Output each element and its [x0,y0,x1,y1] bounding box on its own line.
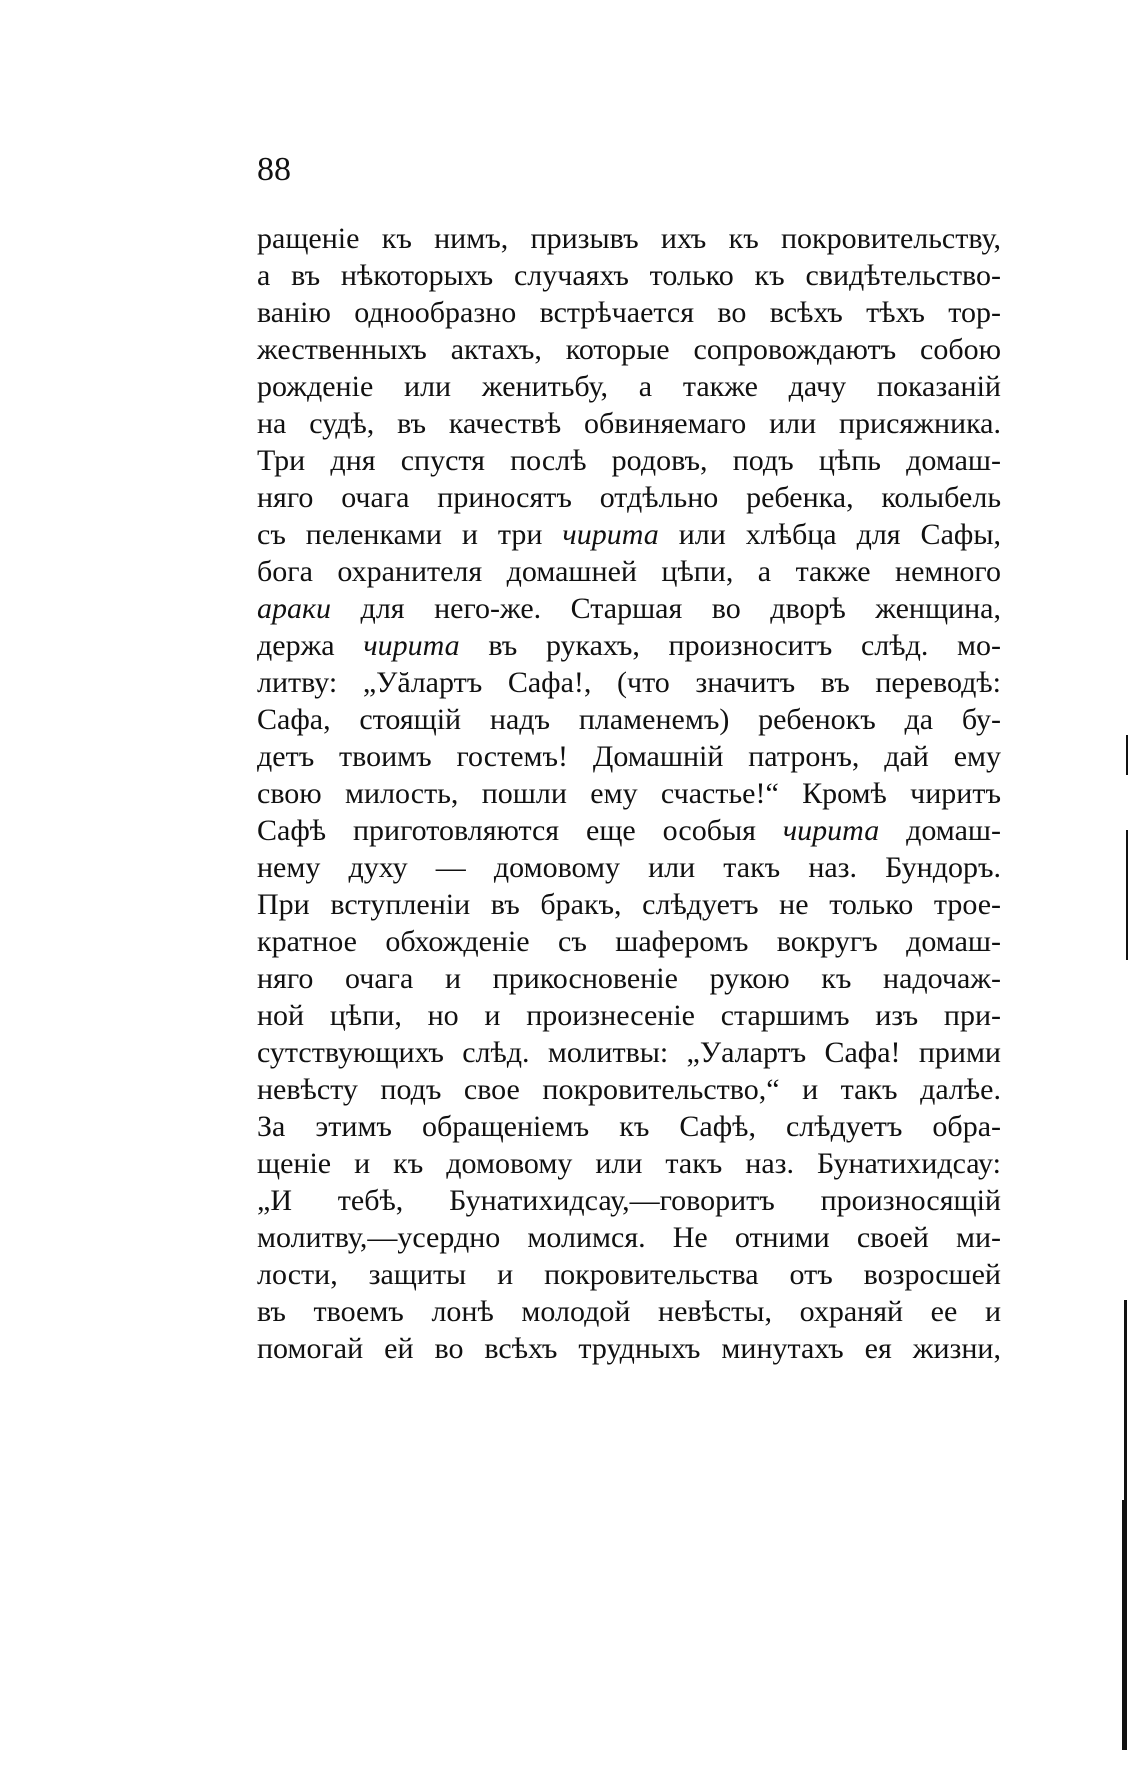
text-line: Три дня спустя послѣ родовъ, подъ цѣпь домаш- [257,444,1001,477]
text-line: За этимъ обращеніемъ къ Сафѣ, слѣдуетъ обра- [257,1110,1001,1143]
text-line: рожденіе или женитьбу, а также дачу показаній [257,370,1001,403]
text-line: свою милость, пошли ему счастье!“ Кромѣ чиритъ [257,777,1001,810]
text-line: съ пеленками и три чирита или хлѣбца для Сафы, [257,518,1001,551]
page-number: 88 [257,151,291,188]
italic-word: чирита [363,629,460,662]
text-line: на судѣ, въ качествѣ обвиняемаго или присяжника. [257,407,1001,440]
text-line: няго очага приносятъ отдѣльно ребенка, колыбель [257,481,1001,514]
scan-edge-mark [1126,735,1128,775]
italic-word: чирита [562,518,659,551]
body-text [257,220,1001,1367]
scan-edge-mark [1126,830,1128,960]
text-line: нему духу — домовому или такъ наз. Бундоръ. [257,851,1001,884]
text-line: кратное обхожденіе съ шаферомъ вокругъ домаш- [257,925,1001,958]
text-line: щеніе и къ домовому или такъ наз. Бунатихидсау: [257,1147,1001,1180]
text-line: въ твоемъ лонѣ молодой невѣсты, охраняй ее и [257,1295,1001,1328]
text-line: ванію однообразно встрѣчается во всѣхъ тѣхъ тор- [257,296,1001,329]
text-line: При вступленіи въ бракъ, слѣдуетъ не только трое- [257,888,1001,921]
text-line: помогай ей во всѣхъ трудныхъ минутахъ ея жизни, [257,1332,1001,1365]
text-line: жественныхъ актахъ, которые сопровождаютъ собою [257,333,1001,366]
text-line: няго очага и прикосновеніе рукою къ надочаж- [257,962,1001,995]
scan-edge-mark [1122,1500,1127,1750]
text-line: ной цѣпи, но и произнесеніе старшимъ изъ при- [257,999,1001,1032]
text-line: „И тебѣ, Бунатихидсау,—говоритъ произносящій [257,1184,1001,1217]
text-line: молитву,—усердно молимся. Не отними своей ми- [257,1221,1001,1254]
text-line: детъ твоимъ гостемъ! Домашній патронъ, дай ему [257,740,1001,773]
text-line: Сафа, стоящій надъ пламенемъ) ребенокъ да бу- [257,703,1001,736]
italic-word: чирита [782,814,880,847]
text-line: литву: „Уăлартъ Сафа!, (что значитъ въ переводѣ: [257,666,1001,699]
text-line: бога охранителя домашней цѣпи, а также немного [257,555,1001,588]
text-line: Сафѣ приготовляются еще особыя чирита домаш- [257,814,1001,847]
text-line: невѣсту подъ свое покровительство,“ и такъ далѣе. [257,1073,1001,1106]
text-line: а въ нѣкоторыхъ случаяхъ только къ свидѣтельство- [257,259,1001,292]
text-line: сутствующихъ слѣд. молитвы: „Уалартъ Сафа! прими [257,1036,1001,1069]
text-line: лости, защиты и покровительства отъ возросшей [257,1258,1001,1291]
text-line: ращеніе къ нимъ, призывъ ихъ къ покровительству, [257,222,1001,255]
italic-word: араки [257,592,332,625]
text-line: держа чирита въ рукахъ, произноситъ слѣд. мо- [257,629,1001,662]
text-line: араки для него-же. Старшая во дворѣ женщина, [257,592,1001,625]
